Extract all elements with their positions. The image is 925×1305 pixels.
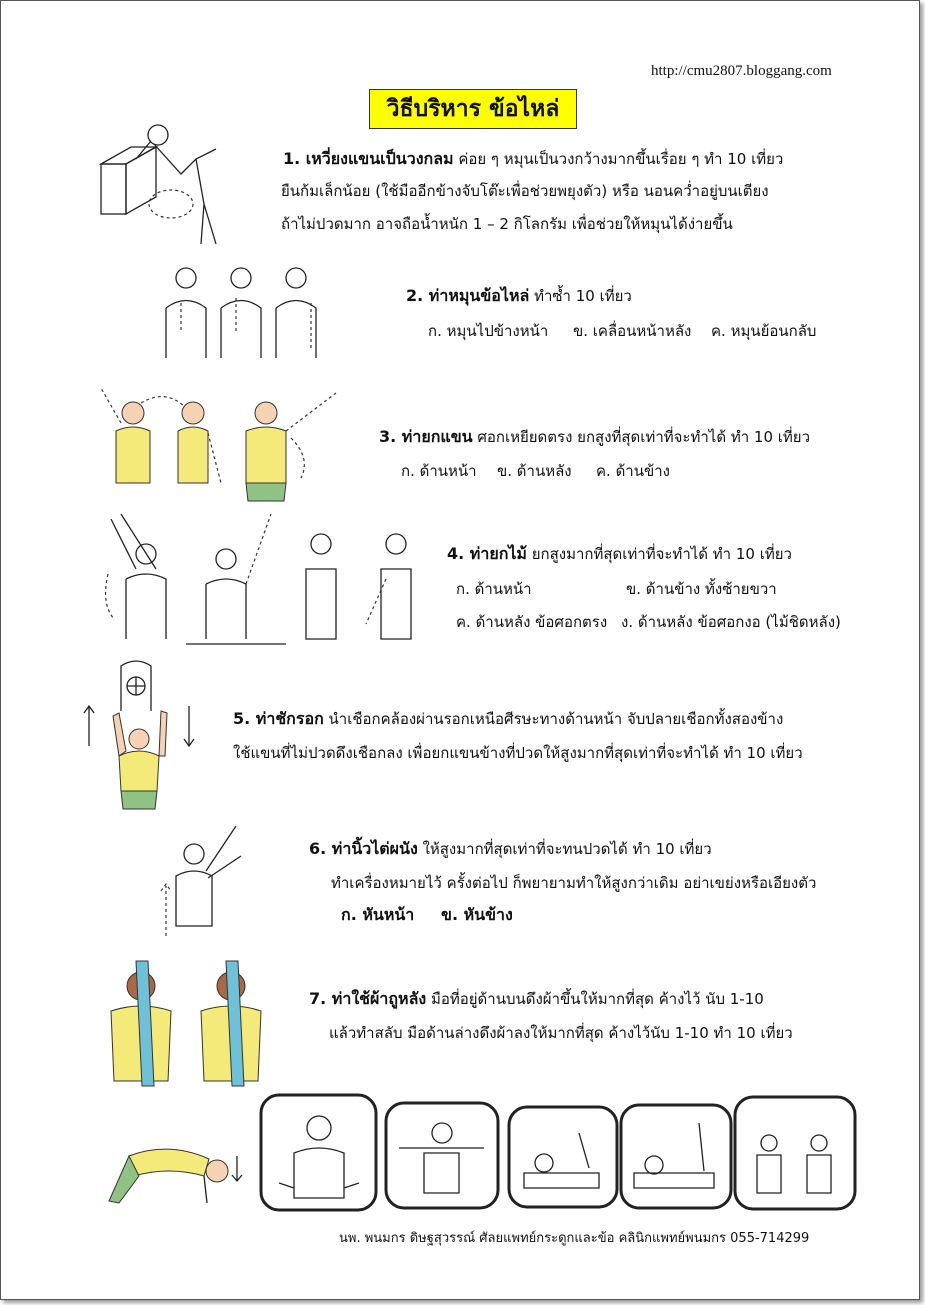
page-title: วิธีบริหาร ข้อไหล่ — [369, 89, 577, 129]
ex6-illustration — [156, 816, 256, 951]
ex3-option-c: ค. ด้านข้าง — [596, 462, 670, 480]
ex2-option-c: ค. หมุนย้อนกลับ — [711, 322, 817, 340]
ex2-line1: 2. ท่าหมุนข้อไหล่ ทำซ้ำ 10 เที่ยว — [406, 286, 632, 305]
ex2-option-b: ข. เคลื่อนหน้าหลัง — [573, 322, 692, 340]
ex5-line2: ใช้แขนที่ไม่ปวดดึงเชือกลง เพื่อยกแขนข้างที่ปวดให้สูงมากที่สุดเท่าที่จะทำได้ ทำ 10 เที่ยว — [233, 744, 803, 762]
ex4-option-c: ค. ด้านหลัง ข้อศอกตรง — [456, 613, 608, 631]
ex2-option-a: ก. หมุนไปข้างหน้า — [428, 322, 549, 340]
ex1-line2: ยืนก้มเล็กน้อย (ใช้มืออีกข้างจับโต๊ะเพื่อช่วยพยุงตัว) หรือ นอนคว่ำอยู่บนเตียง — [281, 182, 769, 200]
ex2-illustration — [161, 263, 336, 363]
ex7-heading: 7. ท่าใช้ผ้าถูหลัง — [309, 989, 427, 1008]
ex4-heading: 4. ท่ายกไม้ — [447, 544, 527, 563]
dumbbell-exercise-panels — [259, 1093, 859, 1213]
ex7-illustration — [96, 956, 276, 1091]
ex7-line2: แล้วทำสลับ มือด้านล่างดึงผ้าลงให้มากที่สุด ค้างไว้นับ 1-10 ทำ 10 เที่ยว — [329, 1024, 793, 1042]
ex1-line3: ถ้าไม่ปวดมาก อาจถือน้ำหนัก 1 – 2 กิโลกรัม เพื่อช่วยให้หมุนได้ง่ายขึ้น — [281, 215, 733, 233]
ex4-line1: 4. ท่ายกไม้ ยกสูงมากที่สุดเท่าที่จะทำได้ ทำ 10 เที่ยว — [447, 544, 792, 563]
ex3-heading: 3. ท่ายกแขน — [379, 427, 473, 446]
ex5-illustration — [81, 661, 211, 811]
ex3-illustration — [96, 383, 346, 501]
ex4-option-d: ง. ด้านหลัง ข้อศอกงอ (ไม้ชิดหลัง) — [621, 613, 841, 631]
ex3-option-a: ก. ด้านหน้า — [401, 462, 477, 480]
ex6-heading: 6. ท่านิ้วไต่ผนัง — [309, 839, 418, 858]
ex4-option-a: ก. ด้านหน้า — [456, 580, 532, 598]
crawl-exercise-illustration — [89, 1131, 249, 1211]
ex5-line1: 5. ท่าชักรอก นำเชือกคล้องผ่านรอกเหนือศีรษะทางด้านหน้า จับปลายเชือกทั้งสองข้าง — [233, 709, 784, 728]
ex6-option-b: ข. หันข้าง — [441, 905, 513, 924]
ex7-line1: 7. ท่าใช้ผ้าถูหลัง มือที่อยู่ด้านบนดึงผ้าขึ้นให้มากที่สุด ค้างไว้ นับ 1-10 — [309, 989, 764, 1008]
ex4-option-b: ข. ด้านข้าง ทั้งซ้ายขวา — [626, 580, 777, 598]
ex3-option-b: ข. ด้านหลัง — [497, 462, 572, 480]
ex1-heading: 1. เหวี่ยงแขนเป็นวงกลม — [283, 149, 454, 168]
ex6-line2: ทำเครื่องหมายไว้ ครั้งต่อไป ก็พยายามทำให้สูงกว่าเดิม อย่าเขย่งหรือเอียงตัว — [331, 874, 817, 892]
ex6-option-a: ก. หันหน้า — [341, 905, 415, 924]
ex2-heading: 2. ท่าหมุนข้อไหล่ — [406, 286, 530, 305]
blog-url[interactable]: http://cmu2807.bloggang.com — [651, 63, 832, 79]
ex5-heading: 5. ท่าชักรอก — [233, 709, 324, 728]
ex6-line1: 6. ท่านิ้วไต่ผนัง ให้สูงมากที่สุดเท่าที่จะทนปวดได้ ทำ 10 เที่ยว — [309, 839, 712, 858]
footer-credits: นพ. พนมกร ดิษฐสุวรรณ์ ศัลยแพทย์กระดูกและข้อ คลินิกแพทย์พนมกร 055-714299 — [339, 1231, 810, 1246]
ex4-illustration — [96, 509, 426, 649]
ex3-line1: 3. ท่ายกแขน ศอกเหยียดตรง ยกสูงที่สุดเท่าที่จะทำได้ ทำ 10 เที่ยว — [379, 427, 810, 446]
ex1-illustration — [96, 119, 236, 254]
ex1-line1: 1. เหวี่ยงแขนเป็นวงกลม ค่อย ๆ หมุนเป็นวงกว้างมากขึ้นเรื่อย ๆ ทำ 10 เที่ยว — [283, 149, 784, 168]
